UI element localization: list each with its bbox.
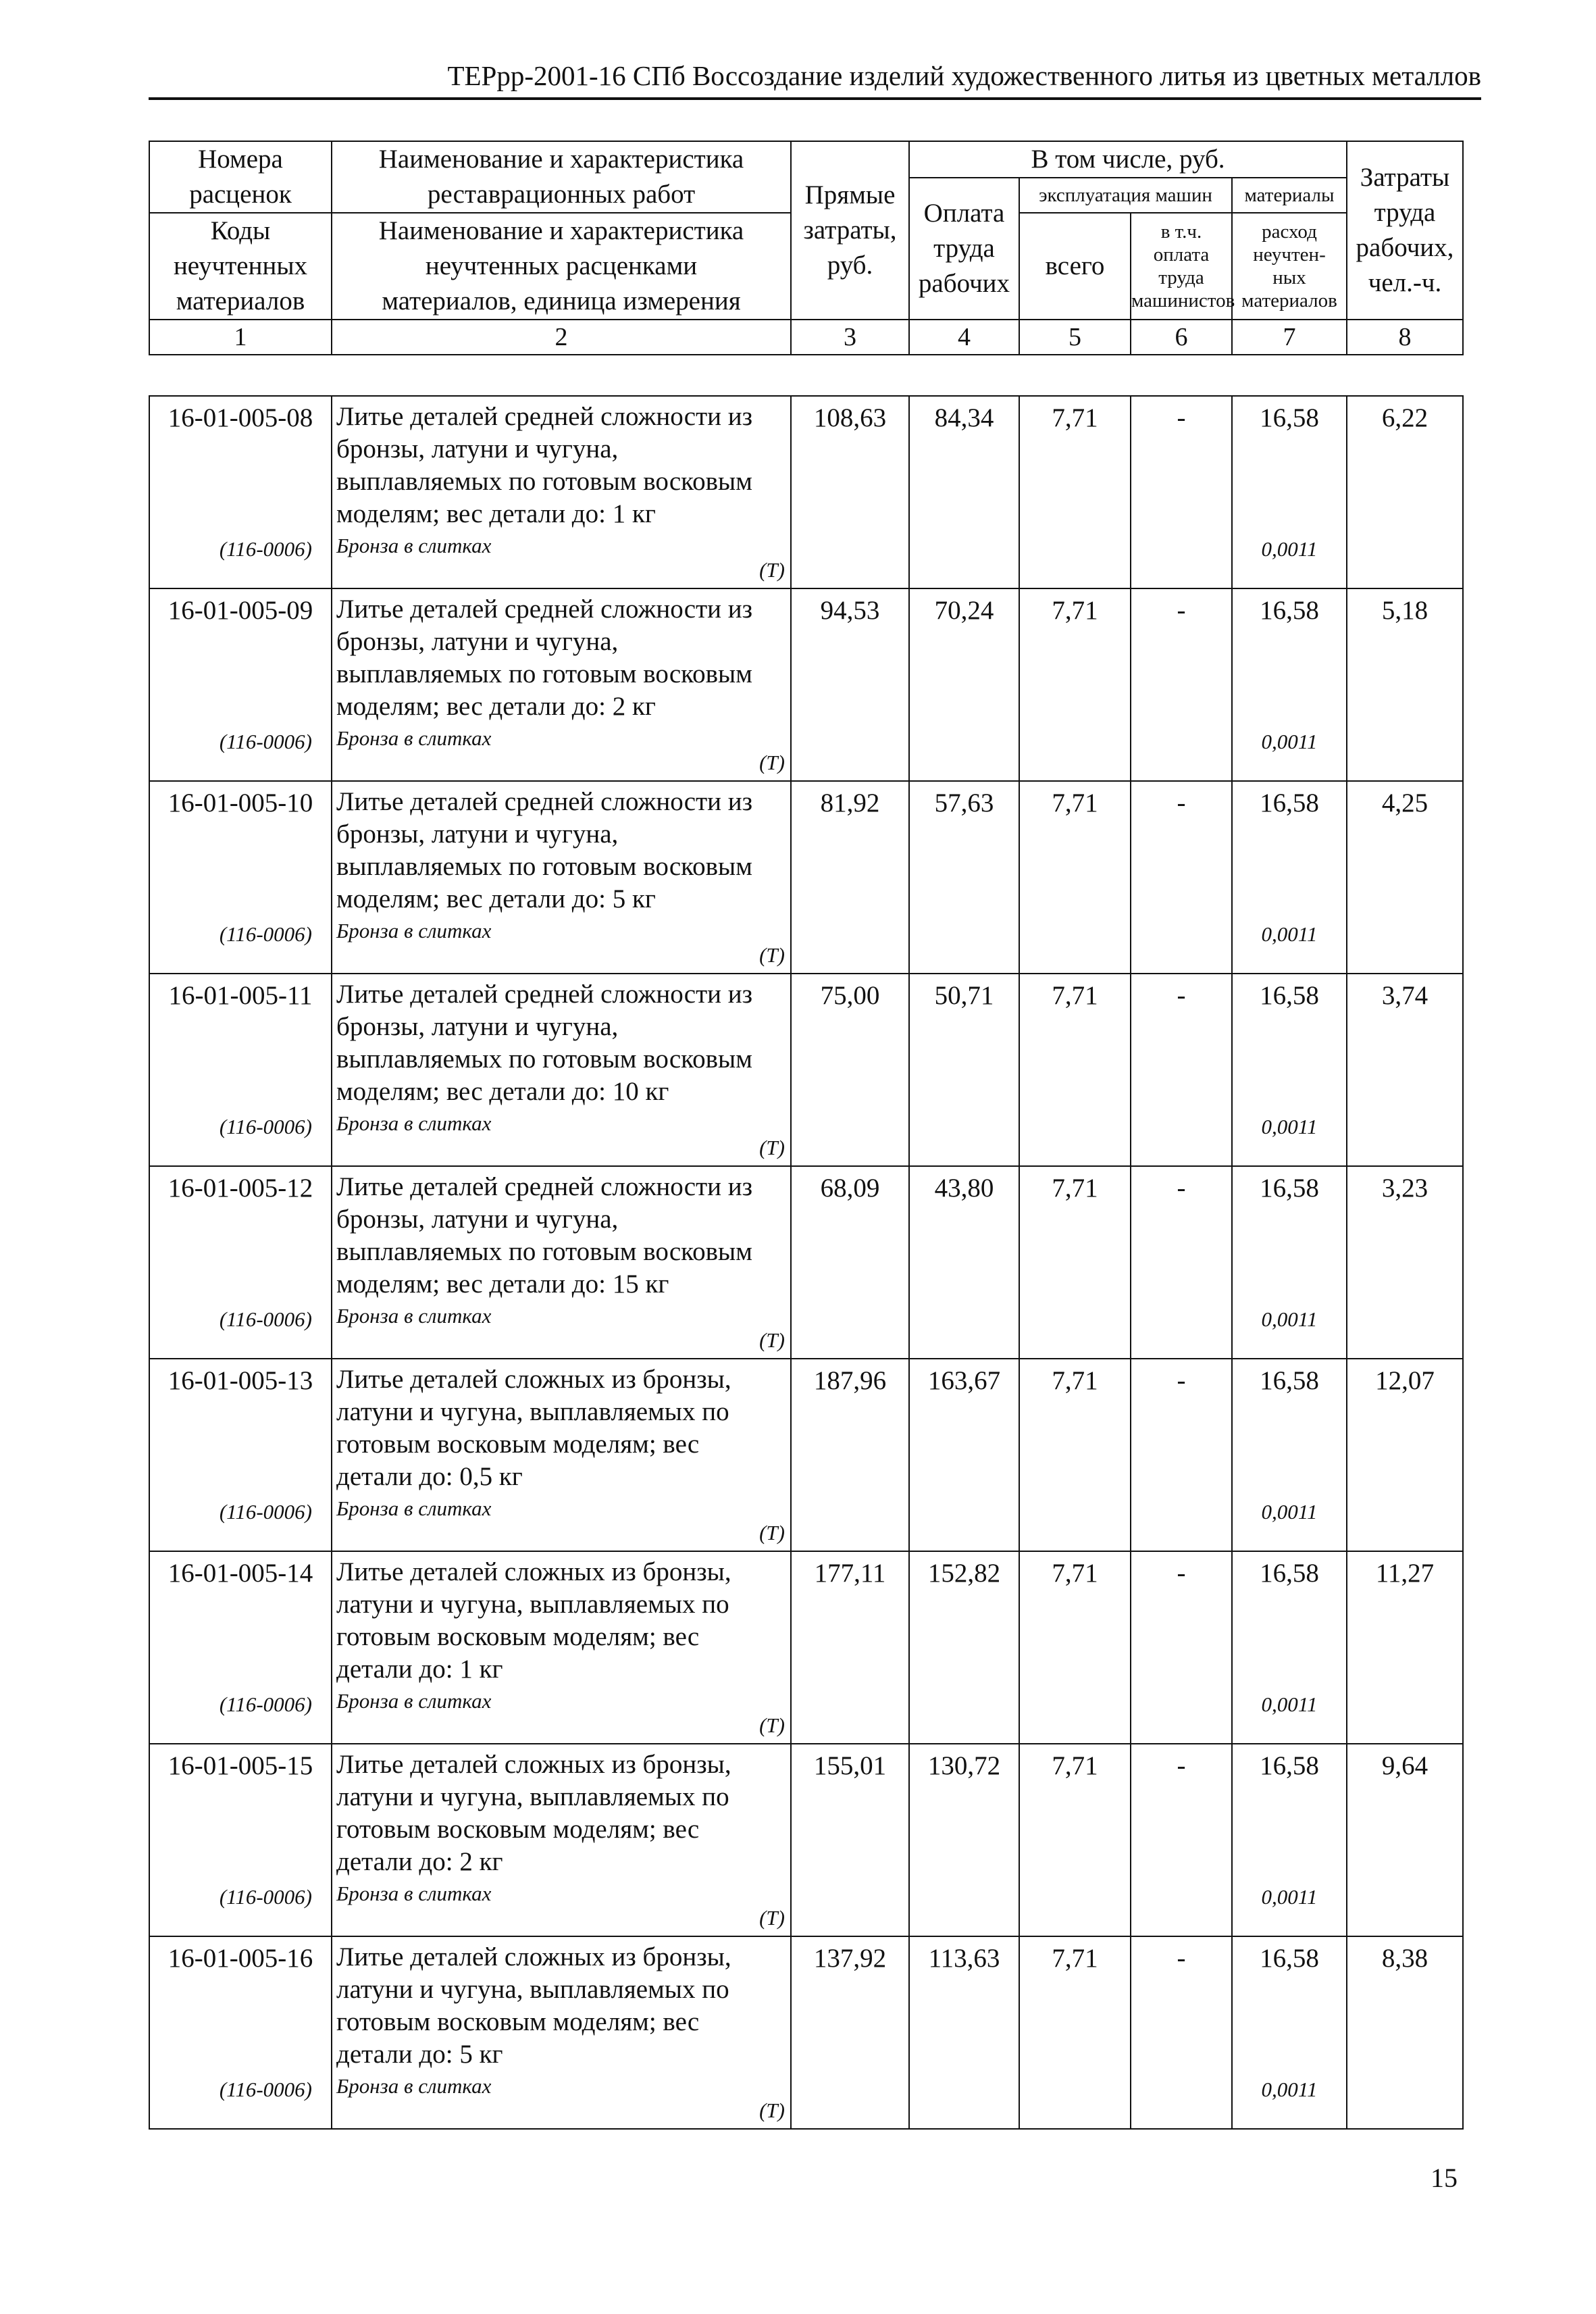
col-header-name-2: Наименование и характеристика неучтенных расценками материалов, единица измерения xyxy=(332,213,791,320)
rate-code-cell xyxy=(149,781,332,974)
rate-description-line: выплавляемых по готовым восковым xyxy=(336,1045,752,1074)
rate-description-line: латуни и чугуна, выплавляемых по xyxy=(336,1590,729,1619)
worker-wages: 152,82 xyxy=(909,1551,1019,1744)
materials-cell xyxy=(1232,1551,1347,1744)
labor-hours: 6,22 xyxy=(1347,396,1463,588)
labor-hours: 5,18 xyxy=(1347,588,1463,781)
worker-wages: 163,67 xyxy=(909,1359,1019,1551)
unit-label: (Т) xyxy=(759,1521,785,1544)
machinist-wages: - xyxy=(1131,1166,1232,1359)
column-number: 1 xyxy=(149,320,332,355)
material-quantity: 0,0011 xyxy=(1261,1692,1318,1716)
material-code: (116-0006) xyxy=(219,2078,312,2101)
rate-description-cell xyxy=(332,588,791,781)
materials-cell xyxy=(1232,1744,1347,1936)
rate-code: 16-01-005-08 xyxy=(168,403,313,432)
unit-label: (Т) xyxy=(759,1136,785,1159)
rate-code: 16-01-005-14 xyxy=(168,1559,313,1588)
material-name: Бронза в слитках xyxy=(336,919,492,942)
materials-cost: 16,58 xyxy=(1260,596,1319,625)
rate-description-cell xyxy=(332,1166,791,1359)
col-header-machines: эксплуатация машин xyxy=(1019,178,1232,213)
material-code: (116-0006) xyxy=(219,730,312,753)
rate-description-line: латуни и чугуна, выплавляемых по xyxy=(336,1782,729,1811)
table-row xyxy=(149,396,1463,588)
rate-description-cell xyxy=(332,974,791,1166)
rate-code-cell xyxy=(149,1936,332,2129)
column-number: 4 xyxy=(909,320,1019,355)
col-header-consumption: расход неучтен- ных материалов xyxy=(1232,213,1347,320)
worker-wages: 113,63 xyxy=(909,1936,1019,2129)
rate-description-line: выплавляемых по готовым восковым xyxy=(336,1237,752,1266)
materials-cost: 16,58 xyxy=(1260,1559,1319,1588)
rate-description-line: Литье деталей средней сложности из xyxy=(336,980,753,1009)
rate-code-cell xyxy=(149,1551,332,1744)
rate-code: 16-01-005-09 xyxy=(168,596,313,625)
table-row xyxy=(149,1936,1463,2129)
direct-costs: 155,01 xyxy=(791,1744,909,1936)
labor-hours: 3,74 xyxy=(1347,974,1463,1166)
machines-total: 7,71 xyxy=(1019,588,1131,781)
rate-description-line: готовым восковым моделям; вес xyxy=(336,2007,700,2036)
material-name: Бронза в слитках xyxy=(336,726,492,750)
machines-total: 7,71 xyxy=(1019,396,1131,588)
material-quantity: 0,0011 xyxy=(1261,2078,1318,2101)
materials-cell xyxy=(1232,396,1347,588)
direct-costs: 94,53 xyxy=(791,588,909,781)
direct-costs: 177,11 xyxy=(791,1551,909,1744)
rate-description-line: бронзы, латуни и чугуна, xyxy=(336,820,619,849)
col-header-code-2: Коды неучтенных материалов xyxy=(149,213,332,320)
materials-cost: 16,58 xyxy=(1260,788,1319,818)
material-quantity: 0,0011 xyxy=(1261,1885,1318,1909)
direct-costs: 75,00 xyxy=(791,974,909,1166)
materials-cost: 16,58 xyxy=(1260,981,1319,1010)
rate-description-cell xyxy=(332,1359,791,1551)
materials-cost: 16,58 xyxy=(1260,1366,1319,1395)
rate-description-line: латуни и чугуна, выплавляемых по xyxy=(336,1397,729,1426)
rate-description-line: Литье деталей средней сложности из xyxy=(336,402,753,431)
rate-code: 16-01-005-15 xyxy=(168,1751,313,1780)
material-quantity: 0,0011 xyxy=(1261,1500,1318,1524)
col-header-including: В том числе, руб. xyxy=(909,141,1347,178)
rate-description-line: моделям; вес детали до: 5 кг xyxy=(336,884,656,913)
machines-total: 7,71 xyxy=(1019,1551,1131,1744)
rate-code-cell xyxy=(149,588,332,781)
column-numbers-row xyxy=(149,320,1463,355)
machinist-wages: - xyxy=(1131,1936,1232,2129)
rate-description-line: Литье деталей средней сложности из xyxy=(336,595,753,624)
rate-description-line: выплавляемых по готовым восковым xyxy=(336,467,752,496)
rate-description-line: готовым восковым моделям; вес xyxy=(336,1430,700,1459)
material-name: Бронза в слитках xyxy=(336,1689,492,1713)
rate-description-line: моделям; вес детали до: 15 кг xyxy=(336,1269,669,1299)
column-number: 7 xyxy=(1232,320,1347,355)
rate-description-line: детали до: 5 кг xyxy=(336,2040,503,2069)
machines-total: 7,71 xyxy=(1019,1359,1131,1551)
labor-hours: 8,38 xyxy=(1347,1936,1463,2129)
labor-hours: 3,23 xyxy=(1347,1166,1463,1359)
rate-code-cell xyxy=(149,1744,332,1936)
worker-wages: 130,72 xyxy=(909,1744,1019,1936)
material-quantity: 0,0011 xyxy=(1261,537,1318,561)
machines-total: 7,71 xyxy=(1019,781,1131,974)
unit-label: (Т) xyxy=(759,1328,785,1352)
unit-label: (Т) xyxy=(759,943,785,967)
col-header-machinist-wages: в т.ч. оплата труда машинистов xyxy=(1131,213,1232,320)
material-name: Бронза в слитках xyxy=(336,2074,492,2098)
rate-code: 16-01-005-16 xyxy=(168,1944,313,1973)
rate-description-line: Литье деталей сложных из бронзы, xyxy=(336,1557,731,1586)
materials-cell xyxy=(1232,781,1347,974)
direct-costs: 108,63 xyxy=(791,396,909,588)
table-row xyxy=(149,974,1463,1166)
material-name: Бронза в слитках xyxy=(336,1304,492,1328)
material-name: Бронза в слитках xyxy=(336,1882,492,1905)
labor-hours: 4,25 xyxy=(1347,781,1463,974)
material-name: Бронза в слитках xyxy=(336,1111,492,1135)
materials-cell xyxy=(1232,1359,1347,1551)
rate-code-cell xyxy=(149,1359,332,1551)
machines-total: 7,71 xyxy=(1019,1166,1131,1359)
rate-description-line: Литье деталей средней сложности из xyxy=(336,1172,753,1201)
rate-description-line: латуни и чугуна, выплавляемых по xyxy=(336,1975,729,2004)
material-code: (116-0006) xyxy=(219,1307,312,1331)
materials-cell xyxy=(1232,588,1347,781)
rate-description-line: детали до: 0,5 кг xyxy=(336,1462,523,1491)
col-header-labor: Затраты труда рабочих, чел.-ч. xyxy=(1347,141,1463,320)
column-number: 3 xyxy=(791,320,909,355)
material-quantity: 0,0011 xyxy=(1261,922,1318,946)
rate-description-line: моделям; вес детали до: 10 кг xyxy=(336,1077,669,1106)
labor-hours: 9,64 xyxy=(1347,1744,1463,1936)
labor-hours: 12,07 xyxy=(1347,1359,1463,1551)
rate-code-cell xyxy=(149,396,332,588)
materials-cost: 16,58 xyxy=(1260,403,1319,432)
rate-description-line: выплавляемых по готовым восковым xyxy=(336,659,752,688)
material-name: Бронза в слитках xyxy=(336,534,492,557)
worker-wages: 57,63 xyxy=(909,781,1019,974)
table-row xyxy=(149,1166,1463,1359)
rate-description-line: бронзы, латуни и чугуна, xyxy=(336,627,619,656)
table-row xyxy=(149,1744,1463,1936)
unit-label: (Т) xyxy=(759,1713,785,1737)
materials-cost: 16,58 xyxy=(1260,1174,1319,1203)
machinist-wages: - xyxy=(1131,1359,1232,1551)
material-quantity: 0,0011 xyxy=(1261,1115,1318,1138)
direct-costs: 68,09 xyxy=(791,1166,909,1359)
rate-description-cell xyxy=(332,1744,791,1936)
labor-hours: 11,27 xyxy=(1347,1551,1463,1744)
rate-description-cell xyxy=(332,396,791,588)
column-number: 2 xyxy=(332,320,791,355)
material-quantity: 0,0011 xyxy=(1261,730,1318,753)
rate-description-cell xyxy=(332,1936,791,2129)
material-code: (116-0006) xyxy=(219,1115,312,1138)
materials-cost: 16,58 xyxy=(1260,1751,1319,1780)
rate-code-cell xyxy=(149,1166,332,1359)
machinist-wages: - xyxy=(1131,974,1232,1166)
rate-description-line: выплавляемых по готовым восковым xyxy=(336,852,752,881)
direct-costs: 137,92 xyxy=(791,1936,909,2129)
col-header-code: Номера расценок xyxy=(149,141,332,213)
rate-description-line: готовым восковым моделям; вес xyxy=(336,1815,700,1844)
rate-description-line: моделям; вес детали до: 2 кг xyxy=(336,692,656,721)
machinist-wages: - xyxy=(1131,588,1232,781)
rate-description-line: детали до: 2 кг xyxy=(336,1847,503,1876)
material-code: (116-0006) xyxy=(219,1692,312,1716)
rate-description-line: Литье деталей средней сложности из xyxy=(336,787,753,816)
direct-costs: 81,92 xyxy=(791,781,909,974)
unit-label: (Т) xyxy=(759,751,785,774)
col-header-wages: Оплата труда рабочих xyxy=(909,178,1019,320)
materials-cost: 16,58 xyxy=(1260,1944,1319,1973)
machinist-wages: - xyxy=(1131,781,1232,974)
machinist-wages: - xyxy=(1131,1744,1232,1936)
page-header: ТЕРрр-2001-16 СПб Воссоздание изделий художественного литья из цветных металлов xyxy=(149,59,1481,100)
rate-description-line: Литье деталей сложных из бронзы, xyxy=(336,1942,731,1971)
rate-description-line: бронзы, латуни и чугуна, xyxy=(336,1012,619,1041)
material-code: (116-0006) xyxy=(219,922,312,946)
rates-table xyxy=(149,395,1464,2130)
machines-total: 7,71 xyxy=(1019,1744,1131,1936)
rate-description-line: детали до: 1 кг xyxy=(336,1655,503,1684)
rate-description-cell xyxy=(332,1551,791,1744)
machinist-wages: - xyxy=(1131,396,1232,588)
table-row xyxy=(149,781,1463,974)
worker-wages: 70,24 xyxy=(909,588,1019,781)
materials-cell xyxy=(1232,1166,1347,1359)
col-header-direct-costs: Прямые затраты, руб. xyxy=(791,141,909,320)
worker-wages: 84,34 xyxy=(909,396,1019,588)
unit-label: (Т) xyxy=(759,558,785,582)
column-number: 5 xyxy=(1019,320,1131,355)
material-code: (116-0006) xyxy=(219,1500,312,1524)
unit-label: (Т) xyxy=(759,2098,785,2122)
rate-description-cell xyxy=(332,781,791,974)
rate-description-line: бронзы, латуни и чугуна, xyxy=(336,434,619,463)
rate-code: 16-01-005-11 xyxy=(168,981,313,1010)
material-code: (116-0006) xyxy=(219,537,312,561)
rate-description-line: бронзы, латуни и чугуна, xyxy=(336,1205,619,1234)
column-number: 6 xyxy=(1131,320,1232,355)
worker-wages: 50,71 xyxy=(909,974,1019,1166)
machines-total: 7,71 xyxy=(1019,1936,1131,2129)
page-number: 15 xyxy=(1431,2163,1458,2193)
unit-label: (Т) xyxy=(759,1906,785,1930)
rate-description-line: Литье деталей сложных из бронзы, xyxy=(336,1365,731,1394)
material-code: (116-0006) xyxy=(219,1885,312,1909)
worker-wages: 43,80 xyxy=(909,1166,1019,1359)
direct-costs: 187,96 xyxy=(791,1359,909,1551)
table-row xyxy=(149,1551,1463,1744)
column-number: 8 xyxy=(1347,320,1463,355)
table-header xyxy=(149,141,1464,355)
material-quantity: 0,0011 xyxy=(1261,1307,1318,1331)
rate-code: 16-01-005-10 xyxy=(168,788,313,818)
materials-cell xyxy=(1232,1936,1347,2129)
rate-description-line: готовым восковым моделям; вес xyxy=(336,1622,700,1651)
materials-cell xyxy=(1232,974,1347,1166)
rate-code-cell xyxy=(149,974,332,1166)
col-header-materials: материалы xyxy=(1232,178,1347,213)
table-row xyxy=(149,1359,1463,1551)
rate-code: 16-01-005-12 xyxy=(168,1174,313,1203)
rate-description-line: моделям; вес детали до: 1 кг xyxy=(336,499,656,528)
col-header-name: Наименование и характеристика реставрационных работ xyxy=(332,141,791,213)
material-name: Бронза в слитках xyxy=(336,1496,492,1520)
table-row xyxy=(149,588,1463,781)
machines-total: 7,71 xyxy=(1019,974,1131,1166)
col-header-machines-total: всего xyxy=(1019,213,1131,320)
rate-code: 16-01-005-13 xyxy=(168,1366,313,1395)
rate-description-line: Литье деталей сложных из бронзы, xyxy=(336,1750,731,1779)
machinist-wages: - xyxy=(1131,1551,1232,1744)
